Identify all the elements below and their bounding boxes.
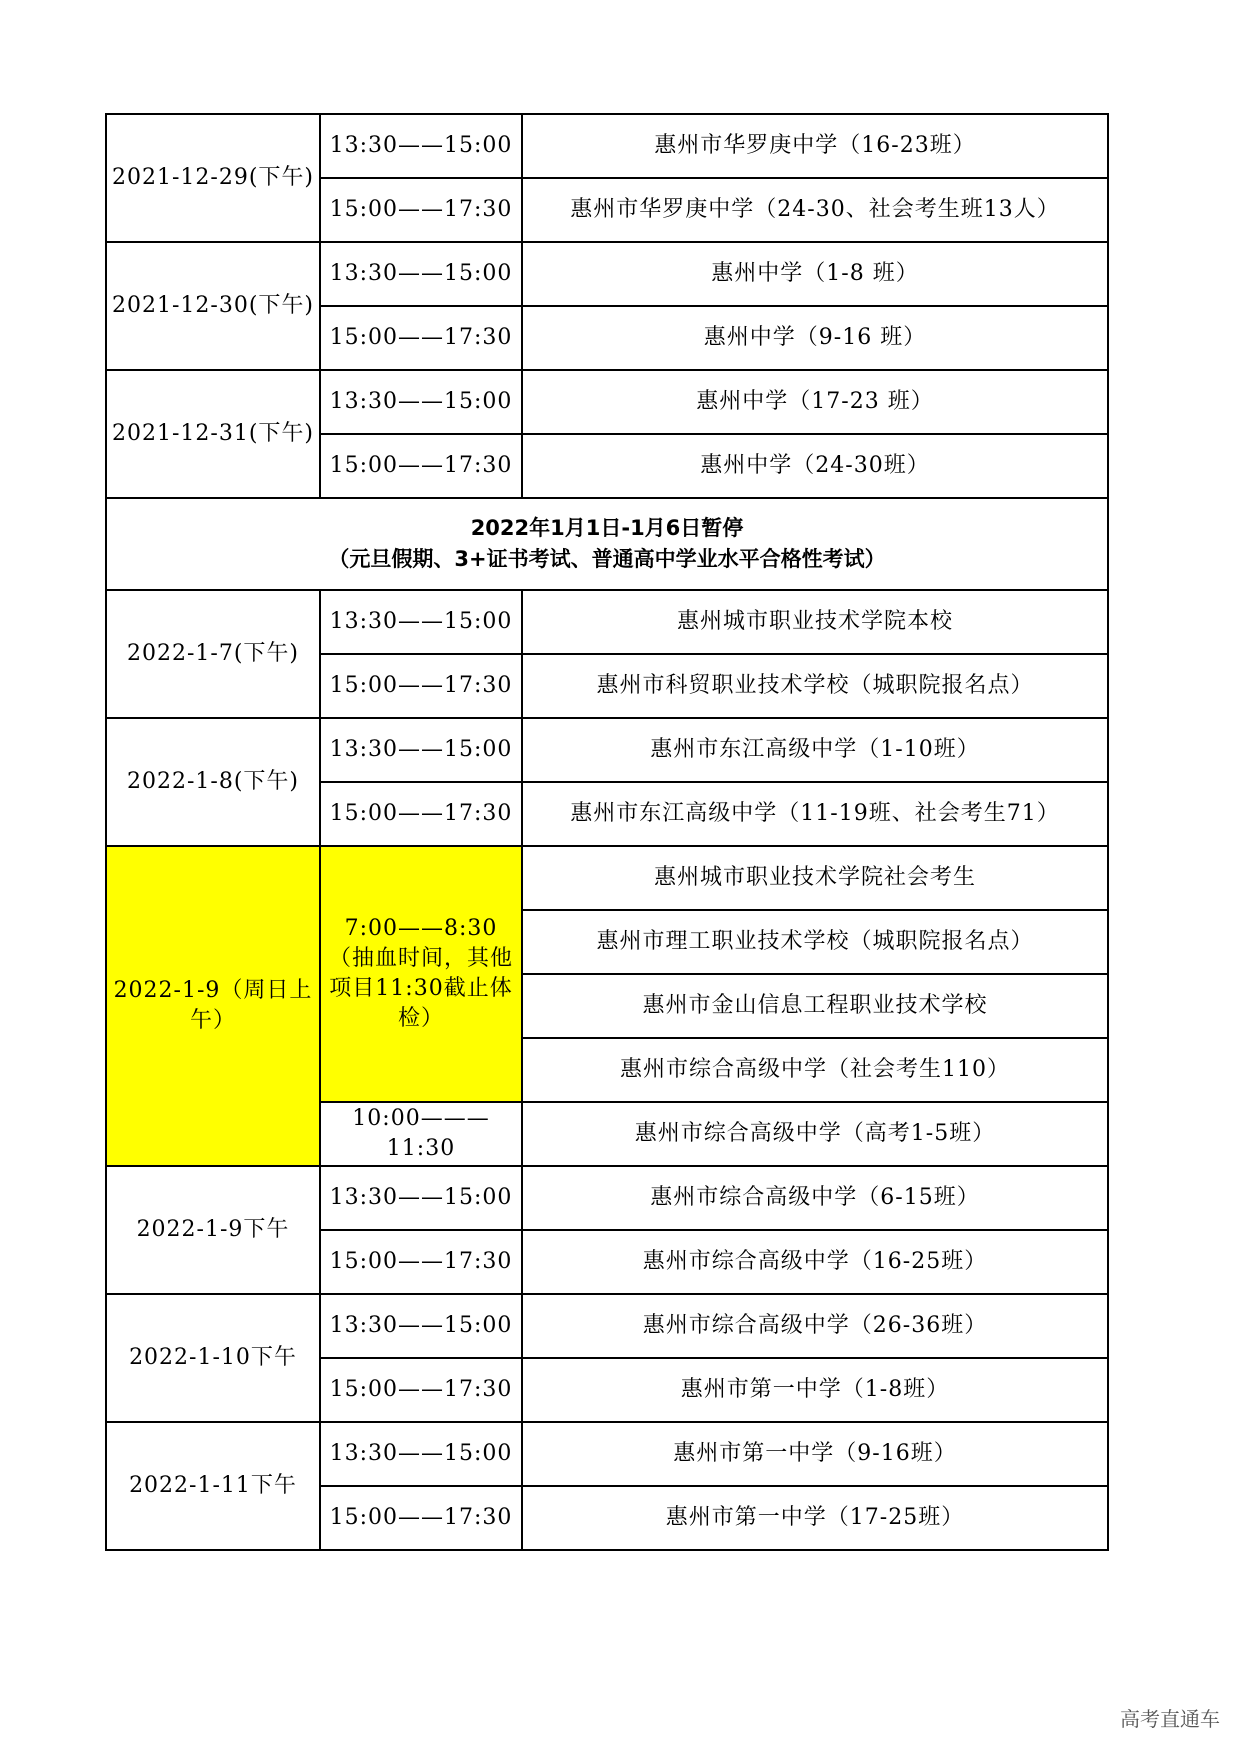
- school-cell: 惠州市华罗庚中学（16-23班）: [522, 114, 1108, 178]
- school-cell: 惠州中学（17-23 班）: [522, 370, 1108, 434]
- date-cell: 2021-12-29(下午): [106, 114, 320, 242]
- table-row: [106, 1294, 1108, 1358]
- school-cell: 惠州城市职业技术学院本校: [522, 590, 1108, 654]
- notice-line-2: （元旦假期、3+证书考试、普通高中学业水平合格性考试）: [328, 547, 886, 571]
- date-cell: 2022-1-8(下午): [106, 718, 320, 846]
- table-row: [106, 846, 1108, 910]
- date-cell: 2022-1-9下午: [106, 1166, 320, 1294]
- suspension-notice: [106, 498, 1108, 590]
- school-cell: 惠州市科贸职业技术学校（城职院报名点）: [522, 654, 1108, 718]
- school-cell: 惠州市东江高级中学（11-19班、社会考生71）: [522, 782, 1108, 846]
- school-cell: 惠州市第一中学（17-25班）: [522, 1486, 1108, 1550]
- time-cell: 15:00——17:30: [320, 306, 522, 370]
- time-cell: 13:30——15:00: [320, 242, 522, 306]
- notice-row: [106, 498, 1108, 590]
- school-cell: 惠州市综合高级中学（6-15班）: [522, 1166, 1108, 1230]
- school-cell: 惠州中学（9-16 班）: [522, 306, 1108, 370]
- notice-line-1: 2022年1月1日-1月6日暂停: [470, 516, 744, 540]
- time-cell: 13:30——15:00: [320, 1422, 522, 1486]
- table-row: [106, 242, 1108, 306]
- time-cell: 15:00——17:30: [320, 1230, 522, 1294]
- time-cell: 15:00——17:30: [320, 782, 522, 846]
- time-cell: 15:00——17:30: [320, 654, 522, 718]
- school-cell: 惠州中学（24-30班）: [522, 434, 1108, 498]
- date-cell: 2021-12-31(下午): [106, 370, 320, 498]
- time-cell: 13:30——15:00: [320, 370, 522, 434]
- table-row: [106, 1166, 1108, 1230]
- time-cell-highlighted: 7:00——8:30（抽血时间，其他项目11:30截止体检）: [320, 846, 522, 1102]
- school-cell: 惠州中学（1-8 班）: [522, 242, 1108, 306]
- time-cell: 10:00———11:30: [320, 1102, 522, 1166]
- date-cell: 2021-12-30(下午): [106, 242, 320, 370]
- time-cell: 15:00——17:30: [320, 434, 522, 498]
- time-cell: 13:30——15:00: [320, 1294, 522, 1358]
- date-cell: 2022-1-10下午: [106, 1294, 320, 1422]
- time-cell: 13:30——15:00: [320, 718, 522, 782]
- date-cell-highlighted: 2022-1-9（周日上午）: [106, 846, 320, 1166]
- time-cell: 13:30——15:00: [320, 590, 522, 654]
- school-cell: 惠州市东江高级中学（1-10班）: [522, 718, 1108, 782]
- school-cell: 惠州市金山信息工程职业技术学校: [522, 974, 1108, 1038]
- school-cell: 惠州市理工职业技术学校（城职院报名点）: [522, 910, 1108, 974]
- school-cell: 惠州市综合高级中学（社会考生110）: [522, 1038, 1108, 1102]
- table-row: [106, 1422, 1108, 1486]
- school-cell: 惠州城市职业技术学院社会考生: [522, 846, 1108, 910]
- school-cell: 惠州市综合高级中学（16-25班）: [522, 1230, 1108, 1294]
- table-row: [106, 370, 1108, 434]
- table-row: [106, 718, 1108, 782]
- date-cell: 2022-1-7(下午): [106, 590, 320, 718]
- school-cell: 惠州市华罗庚中学（24-30、社会考生班13人）: [522, 178, 1108, 242]
- schedule-table: [105, 113, 1109, 1551]
- table-row: [106, 590, 1108, 654]
- watermark: 高考直通车: [1120, 1707, 1220, 1731]
- school-cell: 惠州市第一中学（1-8班）: [522, 1358, 1108, 1422]
- date-cell: 2022-1-11下午: [106, 1422, 320, 1550]
- table-row: [106, 114, 1108, 178]
- time-cell: 15:00——17:30: [320, 1358, 522, 1422]
- school-cell: 惠州市综合高级中学（26-36班）: [522, 1294, 1108, 1358]
- school-cell: 惠州市第一中学（9-16班）: [522, 1422, 1108, 1486]
- time-cell: 15:00——17:30: [320, 178, 522, 242]
- time-cell: 15:00——17:30: [320, 1486, 522, 1550]
- school-cell: 惠州市综合高级中学（高考1-5班）: [522, 1102, 1108, 1166]
- time-cell: 13:30——15:00: [320, 114, 522, 178]
- time-cell: 13:30——15:00: [320, 1166, 522, 1230]
